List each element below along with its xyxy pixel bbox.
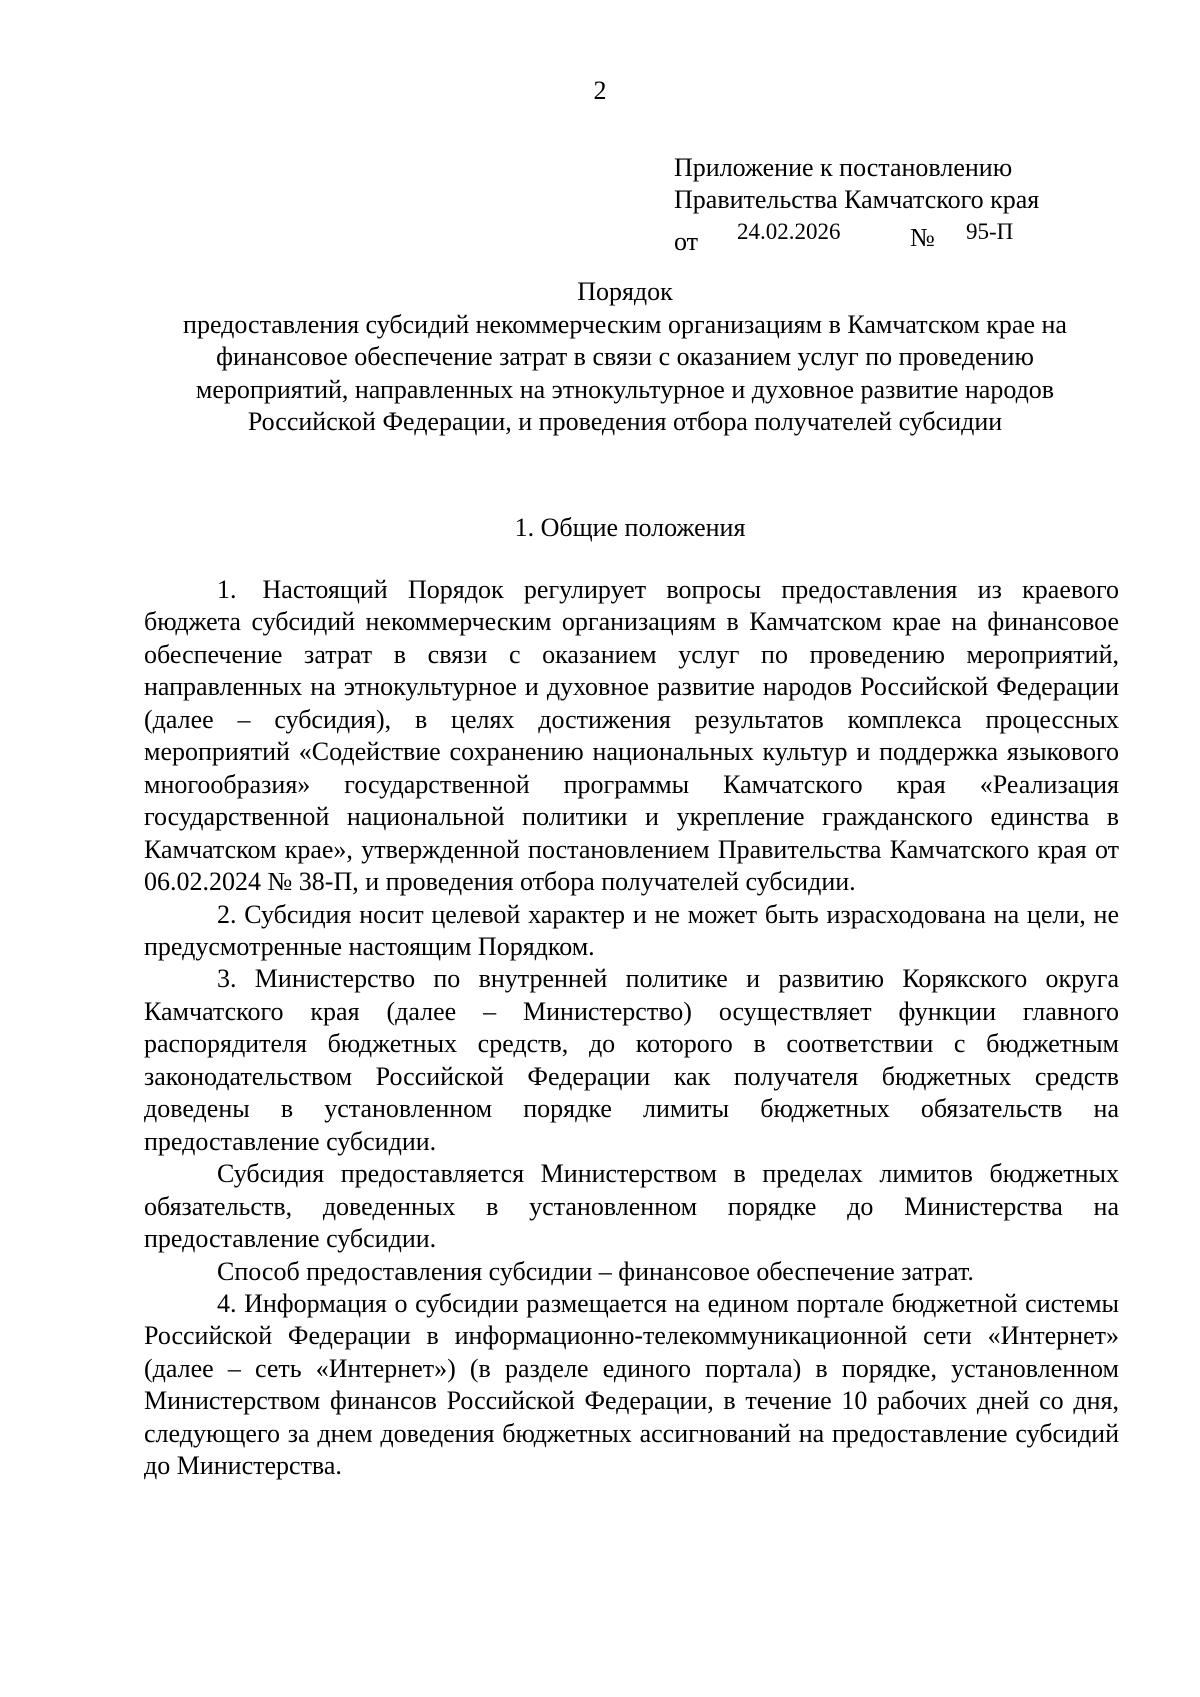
- section-heading: 1. Общие положения: [514, 513, 746, 542]
- paragraph-4: Субсидия предоставляется Министерством в пределах лимитов бюджетных обязательств, доведенных в установленном порядке до Министерства на предоставление субсидии.: [144, 1159, 1119, 1254]
- page-number: 2: [593, 76, 607, 105]
- title-heading: Порядок: [577, 277, 673, 306]
- title-line-3: мероприятий, направленных на этнокультурное и духовное развитие народов: [195, 374, 1055, 404]
- title-line-4: Российской Федерации, и проведения отбора получателей субсидии: [247, 407, 1003, 436]
- resolution-date: 24.02.2026: [737, 219, 841, 244]
- appendix-block: [674, 152, 1040, 256]
- number-sign: №: [910, 223, 935, 252]
- from-label: от: [674, 227, 699, 256]
- paragraph-5: Способ предоставления субсидии – финансовое обеспечение затрат.: [217, 1256, 974, 1286]
- paragraph-6: 4. Информация о субсидии размещается на едином портале бюджетной системы Российской Федерации в информационно-телекоммуникационной сети «Интернет» (далее – сеть «Интернет») (в разделе единого портала) в порядке, установленном Министерством финансов Российской Федерации, в течение 10 рабочих дней со дня, следующего за днем доведения бюджетных ассигнований на предоставление субсидий до Министерства.: [144, 1288, 1119, 1481]
- title-line-2: финансовое обеспечение затрат в связи с оказанием услуг по проведению: [216, 342, 1034, 371]
- body-text: [144, 574, 1119, 1483]
- appendix-line-2: Правительства Камчатского края: [674, 185, 1040, 214]
- resolution-number: 95-П: [966, 219, 1014, 244]
- registration-line: [674, 216, 1039, 256]
- paragraph-1: 1. Настоящий Порядок регулирует вопросы предоставления из краевого бюджета субсидий некоммерческим организациям в Камчатском крае на финансовое обеспечение затрат в связи с оказанием услуг по проведению мероприятий, направленных на этнокультурное и духовное развитие народов Российской Федерации (далее – субсидия), в целях достижения результатов комплекса процессных мероприятий «Содействие сохранению национальных культур и поддержка языкового многообразия» государственной программы Камчатского края «Реализация государственной национальной политики и укрепление гражданского единства в Камчатском крае», утвержденной постановлением Правительства Камчатского края от 06.02.2024 № 38-П, и проведения отбора получателей субсидии.: [144, 575, 1119, 897]
- title-line-1: предоставления субсидий некоммерческим организациям в Камчатском крае на: [183, 309, 1067, 339]
- paragraph-3: 3. Министерство по внутренней политике и развитию Корякского округа Камчатского края (далее – Министерство) осуществляет функции главного распорядителя бюджетных средств, до которого в соответствии с бюджетным законодательством Российской Федерации как получателя бюджетных средств доведены в установленном порядке лимиты бюджетных обязательств на предоставление субсидии.: [144, 964, 1119, 1156]
- appendix-line-1: Приложение к постановлению: [674, 153, 1013, 182]
- paragraph-2: 2. Субсидия носит целевой характер и не может быть израсходована на цели, не предусмотренные настоящим Порядком.: [144, 899, 1119, 961]
- document-title: [140, 276, 1110, 439]
